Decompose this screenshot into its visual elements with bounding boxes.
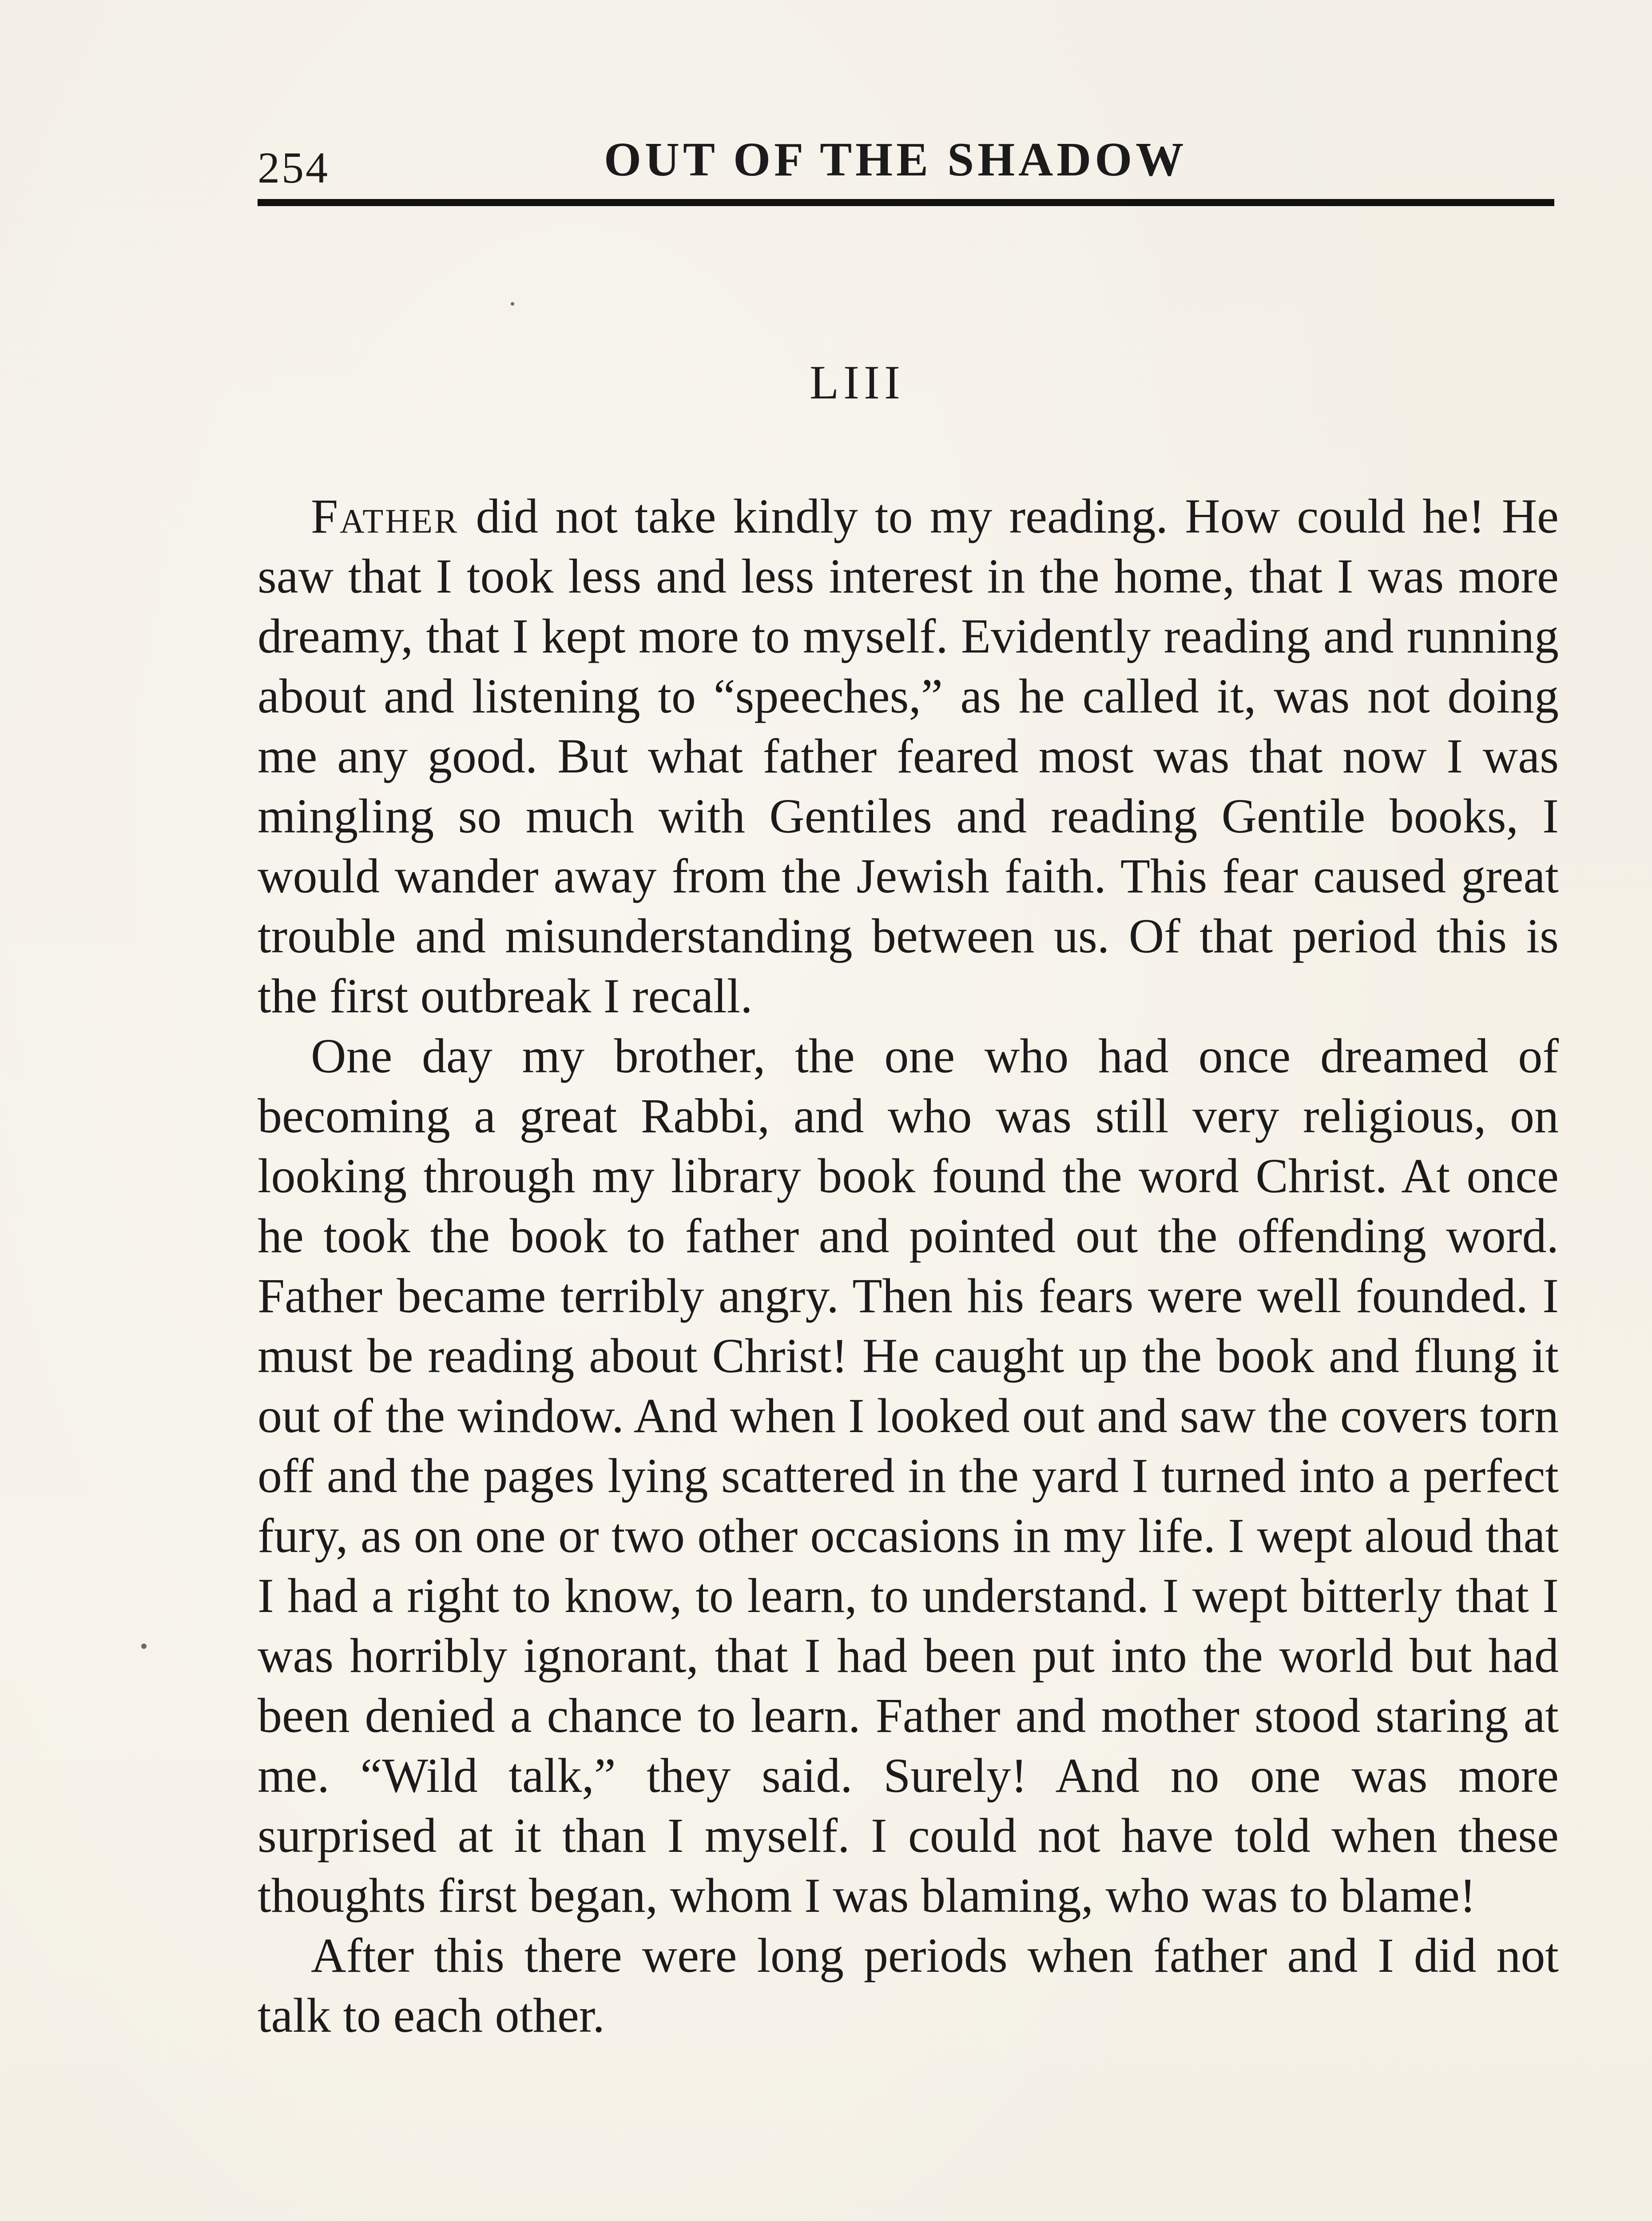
paragraph-1-lead: Father bbox=[311, 489, 459, 543]
paper-speck bbox=[511, 302, 514, 306]
running-head bbox=[258, 124, 1554, 195]
paragraph-2-text: One day my brother, the one who had once dreamed of becoming a great Rabbi, and who was still very religious, on looking through my library book found the word Christ. At once he took the book to father and pointed out the offending word. Father became terribly angry. Then his fears were well founded. I must be reading about Christ! He caught up the book and flung it out of the window. And when I looked out and saw the covers torn off and the pages lying scattered in the yard I turned into a perfect fury, as on one or two other occasions in my life. I wept aloud that I had a right to know, to learn, to understand. I wept bitterly that I was horribly ignorant, that I had been put into the world but had been denied a chance to learn. Father and mother stood staring at me. “Wild talk,” they said. Surely! And no one was more surprised at it than I myself. I could not have told when these thoughts first began, whom I was blaming, who was to blame! bbox=[258, 1029, 1559, 1922]
paragraph-2 bbox=[258, 1026, 1559, 1926]
page-number: 254 bbox=[258, 143, 330, 192]
body-text bbox=[258, 486, 1559, 2046]
paragraph-1-text: did not take kindly to my reading. How could he! He saw that I took less and less interest in the home, that I was more dreamy, that I kept more to myself. Evidently reading and running about and listening to “speeches,” as he called it, was not doing me any good. But what father feared most was that now I was mingling so much with Gentiles and reading Gentile books, I would wander away from the Jewish faith. This fear caused great trouble and misunderstanding between us. Of that period this is the first outbreak I recall. bbox=[258, 489, 1559, 1023]
paragraph-3-text: After this there were long periods when father and I did not talk to each other. bbox=[258, 1928, 1559, 2042]
paper-speck bbox=[141, 1644, 147, 1649]
paragraph-3 bbox=[258, 1926, 1559, 2046]
paragraph-1 bbox=[258, 486, 1559, 1026]
running-title: OUT OF THE SHADOW bbox=[604, 133, 1187, 186]
header-rule bbox=[258, 199, 1554, 206]
chapter-heading: LIII bbox=[810, 356, 905, 409]
